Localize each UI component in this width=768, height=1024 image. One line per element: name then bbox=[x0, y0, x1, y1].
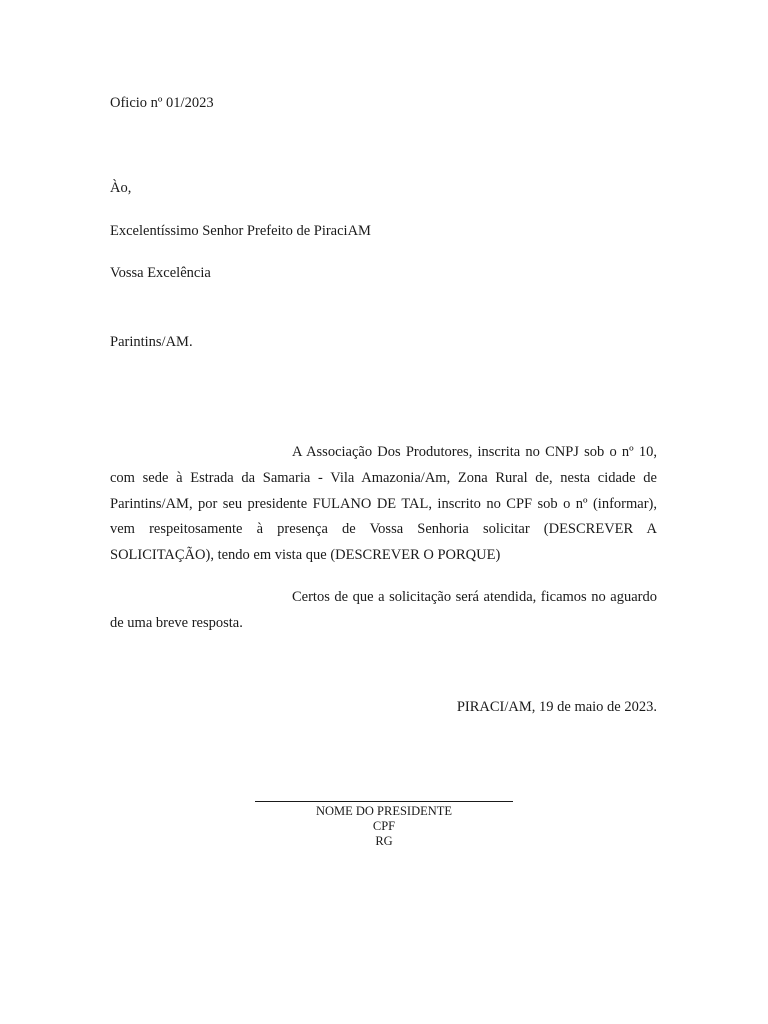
body-paragraph-1-text: A Associação Dos Produtores, inscrita no CNPJ sob o nº 10, com sede à Estrada da Samaria - Vila Amazonia/Am, Zona Rural de, nesta cidade de Parintins/AM, por seu presidente FULANO DE TAL, inscrito no CPF sob o nº (informar), vem respeitosamente à presença de Vossa Senhoria solicitar (DESCREVER A SOLICITAÇÃO), tendo em vista que (DESCREVER O PORQUE) bbox=[110, 444, 657, 564]
recipient: Excelentíssimo Senhor Prefeito de PiraciAM bbox=[110, 223, 371, 239]
body-paragraph-2-text: Certos de que a solicitação será atendida, ficamos no aguardo de uma breve resposta. bbox=[110, 589, 657, 631]
form-of-address: Vossa Excelência bbox=[110, 265, 211, 281]
salutation: Ào, bbox=[110, 180, 132, 196]
signature-line bbox=[255, 801, 513, 802]
signature-block bbox=[255, 801, 513, 849]
signatory-rg: RG bbox=[375, 834, 393, 848]
recipient-location: Parintins/AM. bbox=[110, 334, 193, 350]
body-paragraph-2 bbox=[110, 585, 657, 637]
body-paragraph-1 bbox=[110, 440, 657, 569]
date-line: PIRACI/AM, 19 de maio de 2023. bbox=[456, 699, 657, 715]
document-reference: Oficio nº 01/2023 bbox=[110, 95, 214, 111]
signatory-name: NOME DO PRESIDENTE bbox=[315, 804, 453, 818]
signatory-cpf: CPF bbox=[372, 819, 396, 833]
